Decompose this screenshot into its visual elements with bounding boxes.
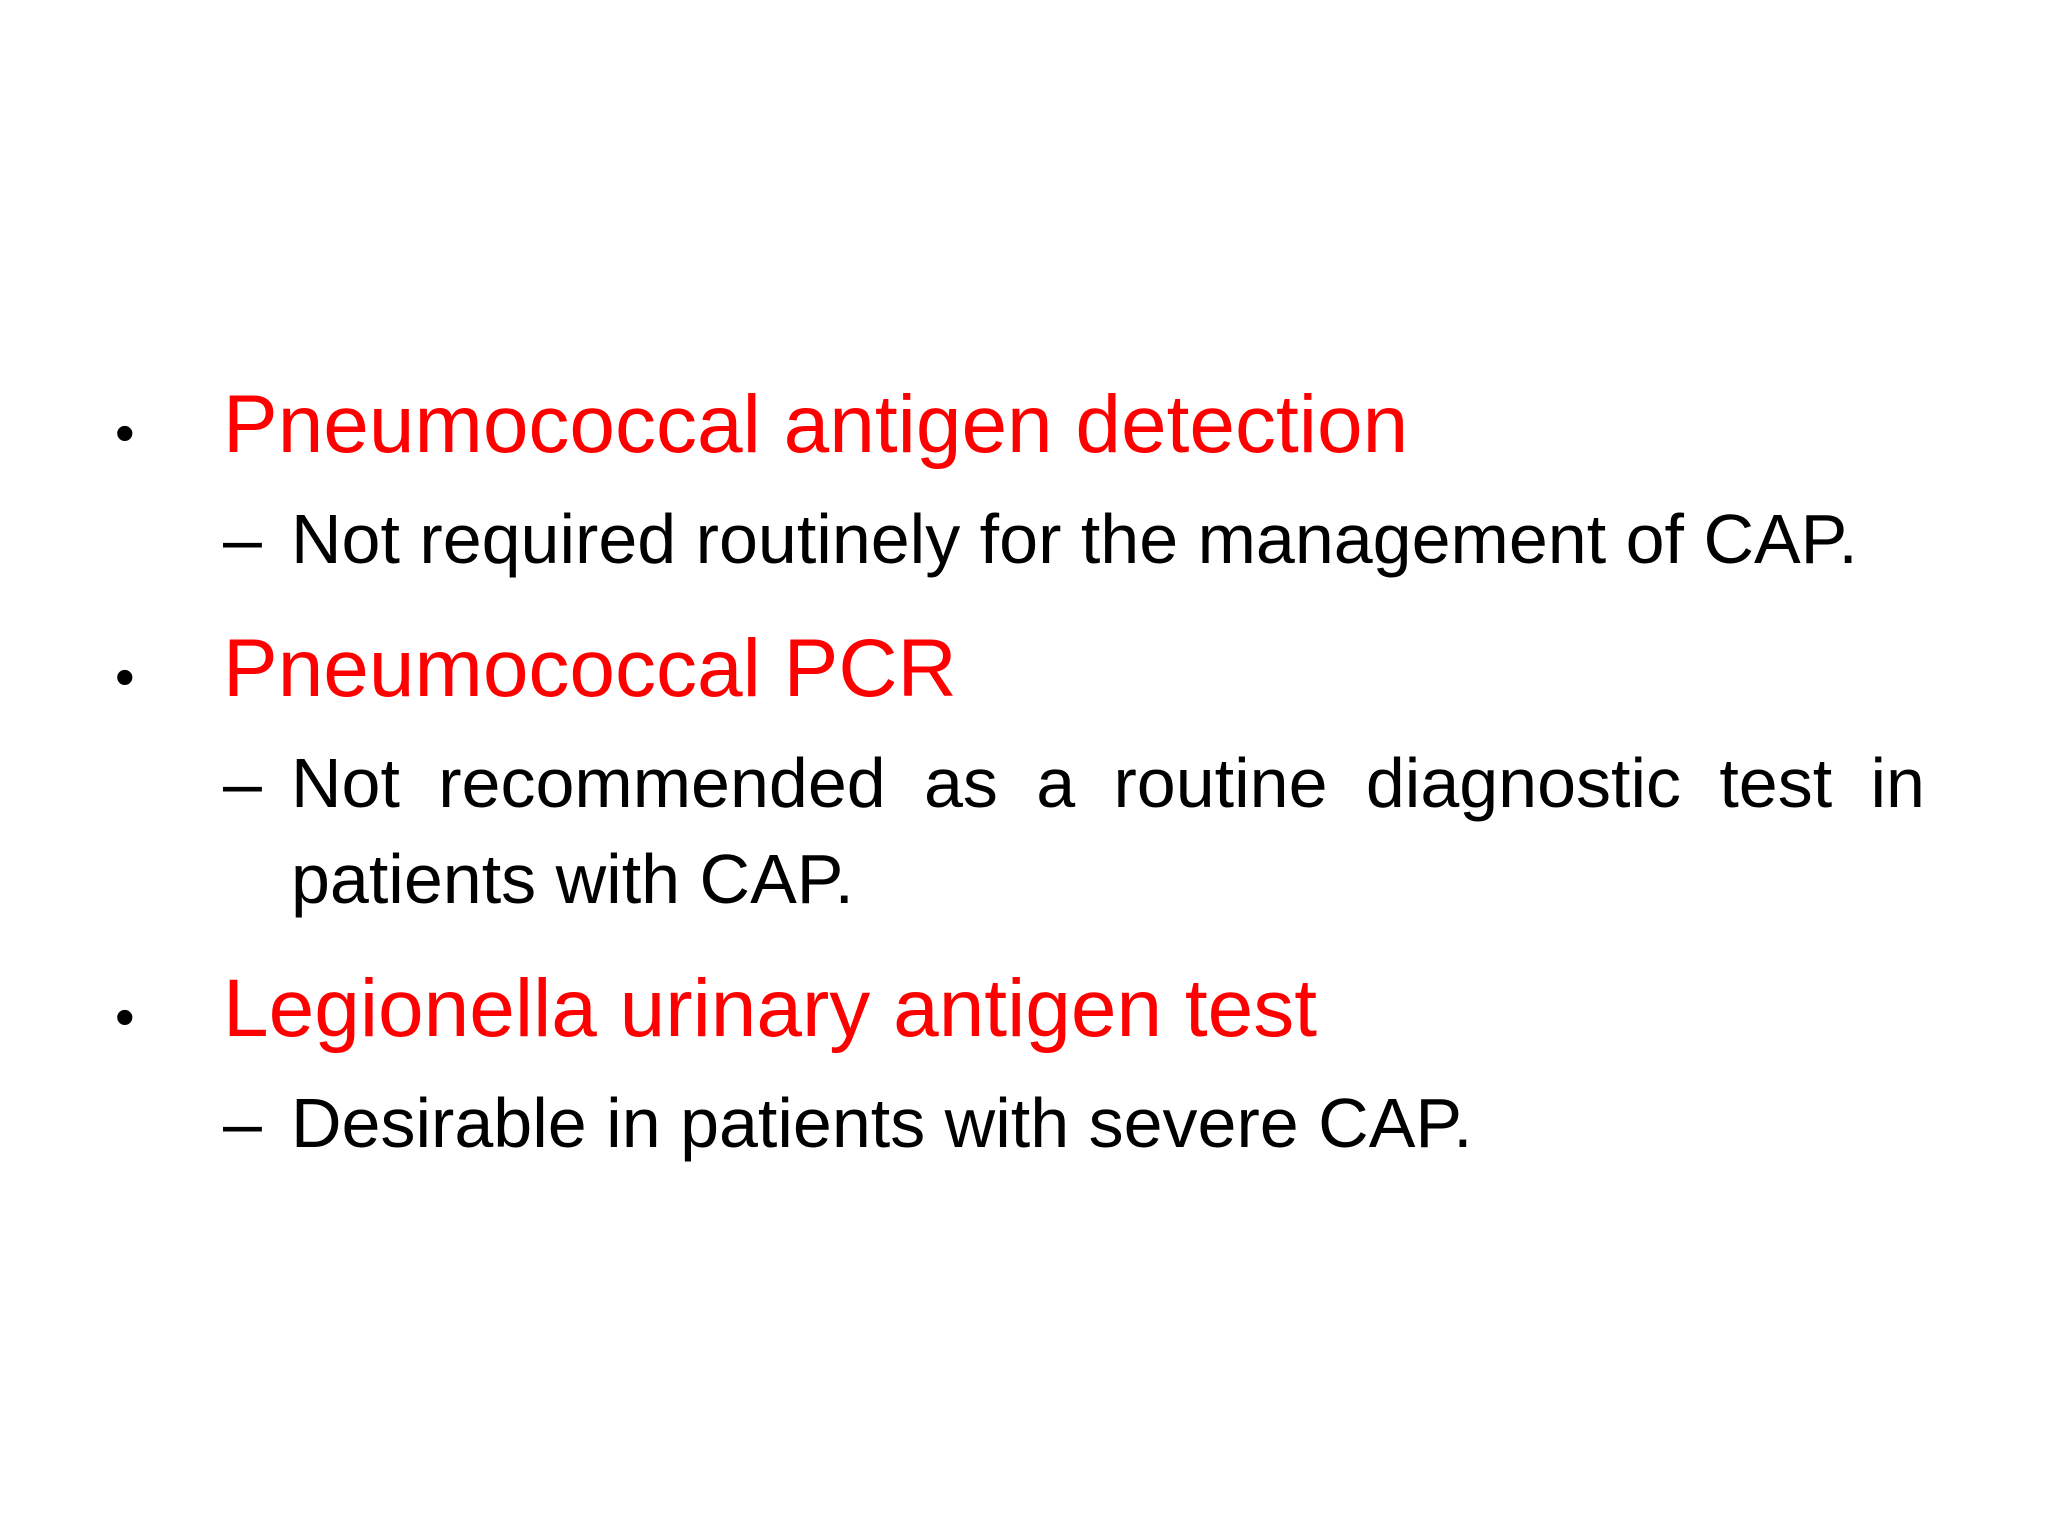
bullet-heading: Pneumococcal antigen detection: [223, 379, 1409, 470]
bullet-icon: •: [115, 401, 135, 464]
sub-item: [223, 1075, 1925, 1171]
list-item: [115, 375, 1925, 483]
sub-item-text: Desirable in patients with severe CAP.: [291, 1084, 1473, 1162]
bullet-icon: •: [115, 645, 135, 708]
list-item: [115, 619, 1925, 727]
sub-item: [223, 491, 1925, 587]
dash-icon: –: [223, 500, 262, 578]
dash-icon: –: [223, 1084, 262, 1162]
bullet-heading: Legionella urinary antigen test: [223, 963, 1318, 1054]
bullet-list: [115, 375, 1925, 1203]
sub-item: [223, 735, 1925, 927]
sub-item-text: Not recommended as a routine diagnostic test in patients with CAP.: [291, 744, 1925, 918]
bullet-icon: •: [115, 985, 135, 1048]
dash-icon: –: [223, 744, 262, 822]
sub-item-text: Not required routinely for the management of CAP.: [291, 500, 1858, 578]
list-item: [115, 959, 1925, 1067]
bullet-heading: Pneumococcal PCR: [223, 623, 957, 714]
